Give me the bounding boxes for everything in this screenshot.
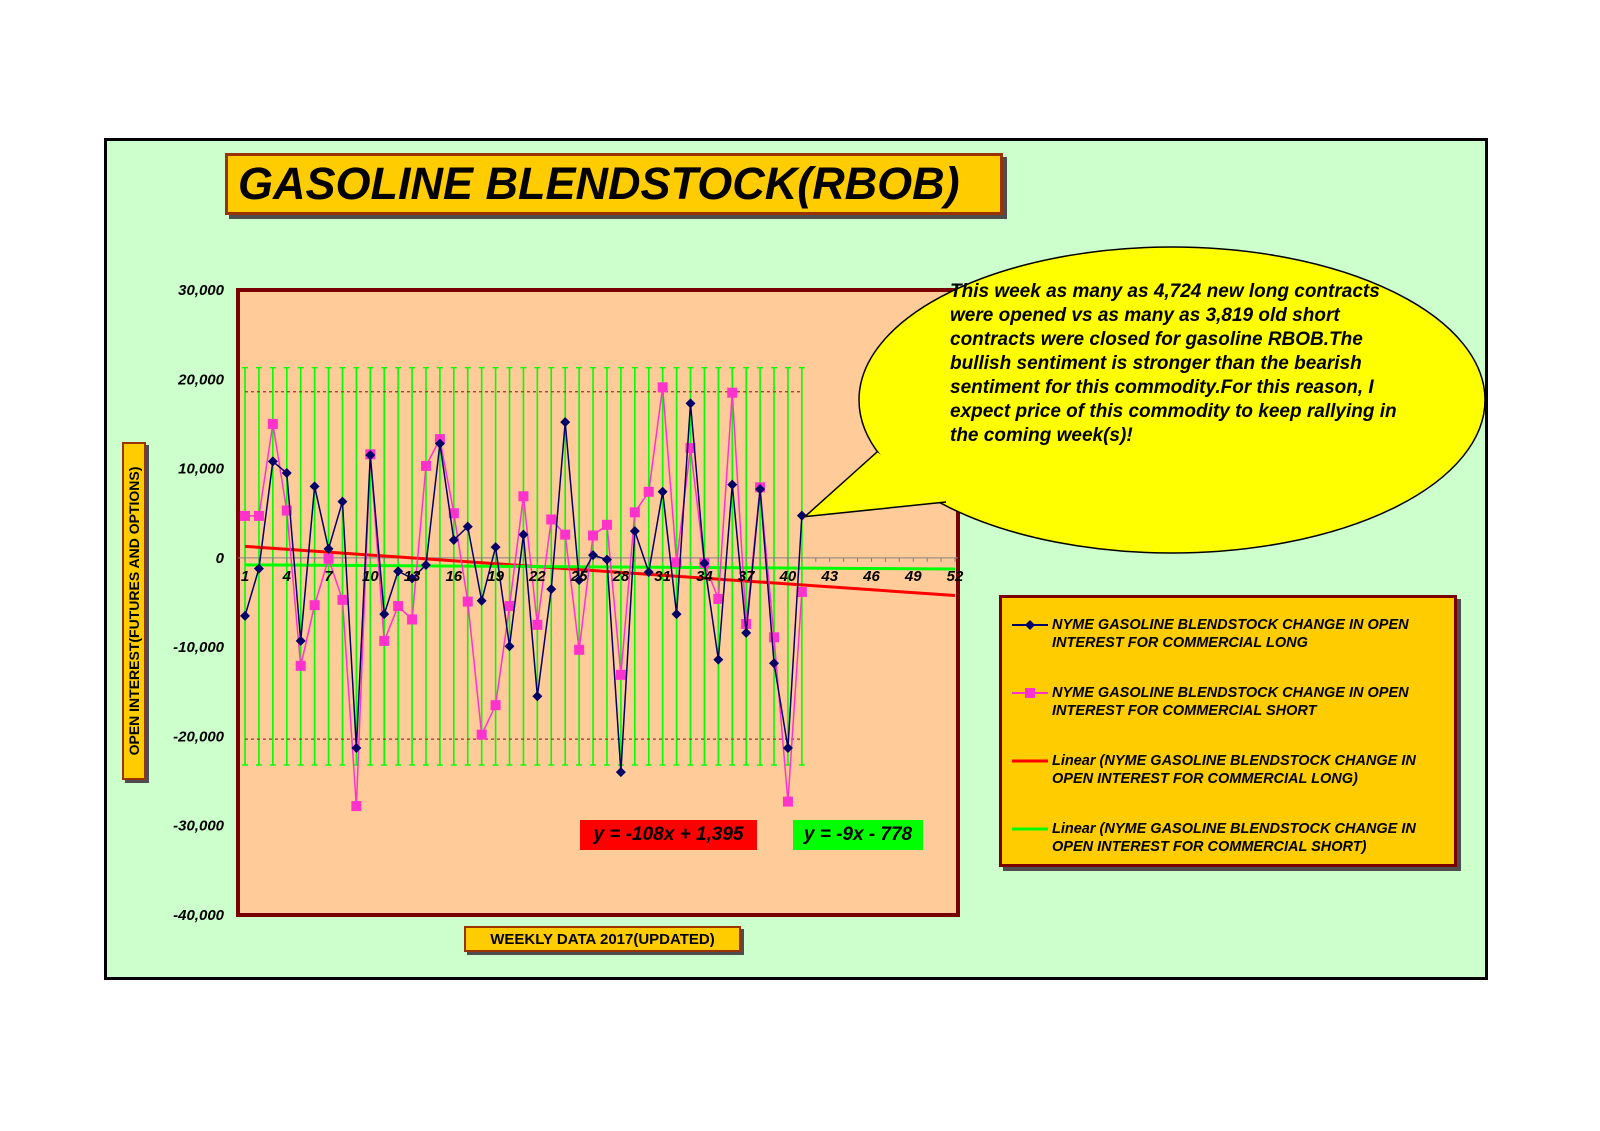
- data-point-short: [421, 461, 431, 471]
- x-tick-label: 49: [904, 567, 922, 585]
- data-point-short: [769, 632, 779, 642]
- y-tick-label: -10,000: [173, 639, 224, 657]
- chart-title: GASOLINE BLENDSTOCK(RBOB): [238, 158, 960, 209]
- legend-diamond-marker-icon: [1012, 618, 1048, 632]
- chart-title-box: [225, 153, 1003, 215]
- data-point-short: [310, 600, 320, 610]
- x-tick-label: 22: [529, 567, 546, 585]
- y-tick-label: -40,000: [173, 907, 224, 924]
- x-tick-label: 46: [863, 567, 880, 585]
- x-tick-label: 52: [946, 567, 964, 585]
- data-point-short: [518, 491, 528, 501]
- data-point-short: [268, 419, 278, 429]
- callout-text: This week as many as 4,724 new long contracts were opened vs as many as 3,819 old short contracts were closed for gasoline RBOB.The bullish sentiment is stronger than the bearish sentiment for this commodity.For this reason, I expect price of this commodity to keep rallying in the coming week(s)!: [950, 281, 1397, 446]
- data-point-short: [713, 594, 723, 604]
- y-axis-label: OPEN INTEREST(FUTURES AND OPTIONS): [126, 466, 142, 756]
- x-tick-label: 4: [282, 567, 291, 585]
- data-point-short: [463, 597, 473, 607]
- data-point-short: [254, 511, 264, 521]
- data-point-short: [644, 487, 654, 497]
- short-trend-equation: y = -9x - 778: [793, 820, 923, 850]
- data-point-short: [658, 382, 668, 392]
- data-point-short: [532, 620, 542, 630]
- y-axis-label-box: [122, 442, 146, 780]
- legend-square-marker-icon: [1012, 686, 1048, 700]
- data-point-short: [393, 601, 403, 611]
- long-trend-equation: y = -108x + 1,395: [580, 820, 757, 850]
- x-tick-label: 25: [570, 567, 588, 585]
- data-point-short: [546, 514, 556, 524]
- data-point-short: [630, 507, 640, 517]
- legend-label-short-trend: Linear (NYME GASOLINE BLENDSTOCK CHANGE IN OPEN INTEREST FOR COMMERCIAL SHORT): [1052, 821, 1416, 855]
- x-tick-label: 28: [612, 567, 630, 585]
- data-point-short: [574, 645, 584, 655]
- x-tick-label: 7: [324, 567, 333, 585]
- legend-green-line-icon: [1012, 822, 1048, 836]
- x-tick-label: 10: [361, 567, 379, 585]
- data-point-short: [379, 636, 389, 646]
- data-point-short: [797, 587, 807, 597]
- y-tick-label: 30,000: [178, 282, 224, 299]
- data-point-short: [560, 530, 570, 540]
- x-tick-label: 40: [779, 567, 797, 585]
- data-point-short: [727, 388, 737, 398]
- y-tick-label: 20,000: [178, 371, 224, 389]
- legend-item-short-trend: [1008, 820, 1448, 864]
- x-tick-label: 37: [737, 567, 755, 585]
- x-tick-label: 19: [487, 567, 504, 585]
- x-axis-label-box: [464, 926, 741, 952]
- data-point-short: [477, 730, 487, 740]
- legend-label-short: NYME GASOLINE BLENDSTOCK CHANGE IN OPEN INTEREST FOR COMMERCIAL SHORT: [1052, 685, 1409, 719]
- data-point-short: [337, 595, 347, 605]
- y-tick-label: -20,000: [173, 728, 224, 746]
- x-tick-label: 34: [696, 567, 713, 585]
- data-point-short: [351, 801, 361, 811]
- data-point-short: [588, 531, 598, 541]
- x-tick-label: 1: [240, 567, 250, 585]
- legend-item-long-trend: [1008, 752, 1448, 796]
- y-tick-label: 10,000: [178, 460, 224, 478]
- data-point-short: [783, 797, 793, 807]
- data-point-short: [324, 554, 334, 564]
- y-tick-label: 0: [215, 549, 224, 567]
- x-axis-label: WEEKLY DATA 2017(UPDATED): [490, 930, 715, 948]
- legend-label-long-trend: Linear (NYME GASOLINE BLENDSTOCK CHANGE IN OPEN INTEREST FOR COMMERCIAL LONG): [1052, 753, 1416, 787]
- data-point-short: [407, 614, 417, 624]
- legend: [999, 595, 1457, 867]
- x-tick-label: 43: [821, 567, 839, 585]
- data-point-short: [296, 661, 306, 671]
- data-point-short: [505, 601, 515, 611]
- data-point-short: [616, 670, 626, 680]
- data-point-short: [602, 520, 612, 530]
- x-tick-label: 31: [654, 567, 671, 585]
- legend-red-line-icon: [1012, 754, 1048, 768]
- data-point-short: [491, 700, 501, 710]
- legend-item-long: [1008, 616, 1448, 660]
- legend-item-short: [1008, 684, 1448, 728]
- x-tick-label: 16: [445, 567, 463, 585]
- legend-label-long: NYME GASOLINE BLENDSTOCK CHANGE IN OPEN INTEREST FOR COMMERCIAL LONG: [1052, 617, 1409, 651]
- x-tick-label: 13: [403, 567, 421, 585]
- y-tick-label: -30,000: [173, 817, 224, 835]
- data-point-short: [240, 511, 250, 521]
